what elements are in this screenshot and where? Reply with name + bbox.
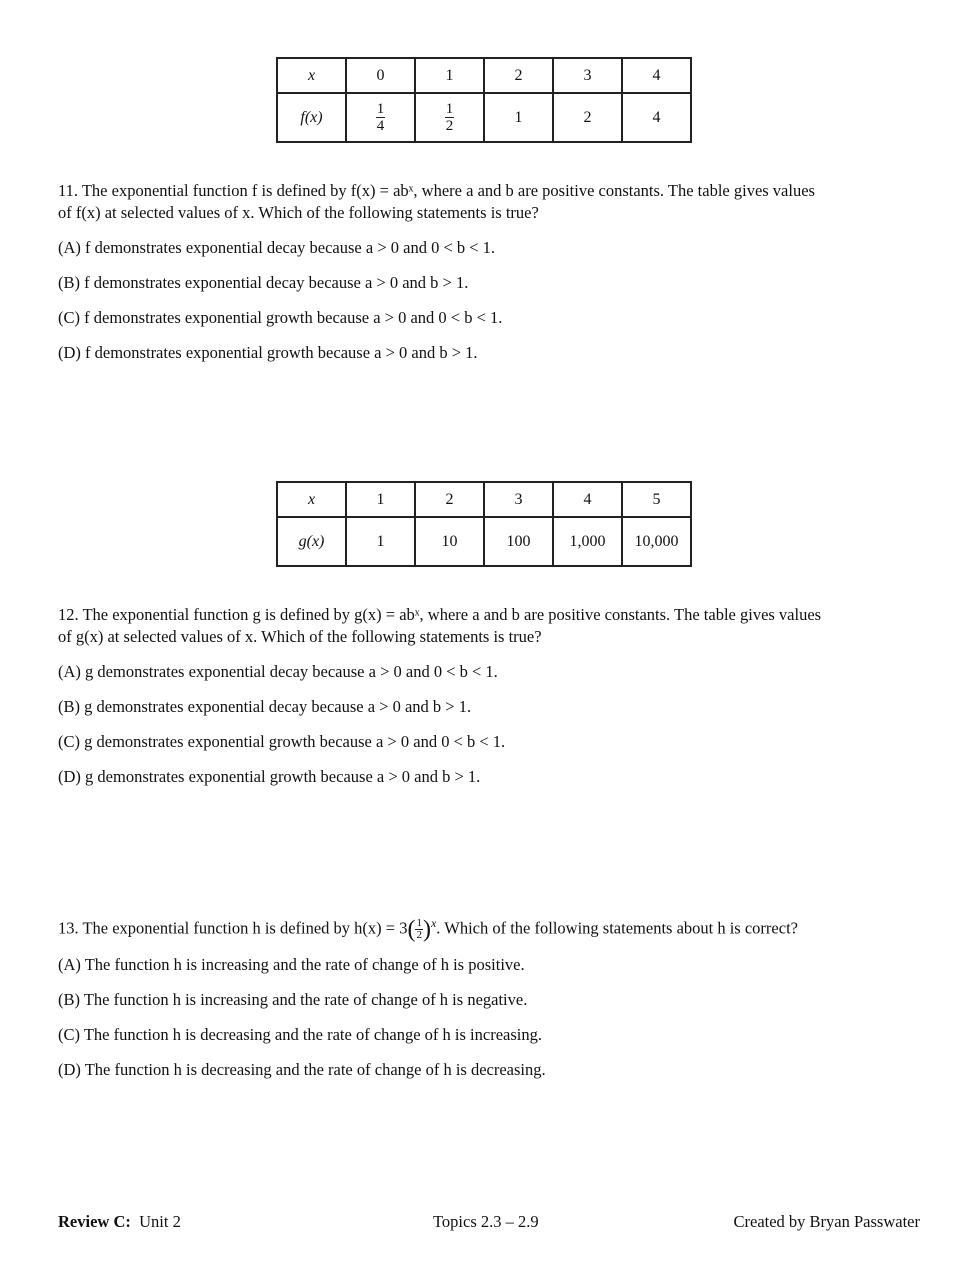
table-cell — [415, 93, 484, 142]
table-cell: g(x) — [277, 517, 346, 566]
q13-option-d[interactable]: (D) The function h is decreasing and the rate of change of h is decreasing. — [58, 1060, 546, 1079]
table-cell: x — [277, 482, 346, 517]
q13-option-c[interactable]: (C) The function h is decreasing and the rate of change of h is increasing. — [58, 1025, 542, 1044]
q12-option-a[interactable]: (A) g demonstrates exponential decay because a > 0 and 0 < b < 1. — [58, 662, 498, 681]
q12-option-d[interactable]: (D) g demonstrates exponential growth because a > 0 and b > 1. — [58, 767, 481, 786]
table-cell: x — [277, 58, 346, 93]
table-cell: 2 — [553, 93, 622, 142]
q13-option-a[interactable]: (A) The function h is increasing and the rate of change of h is positive. — [58, 955, 525, 974]
table-cell: 4 — [622, 93, 691, 142]
question-13-stem: 13. The exponential function h is defined by h(x) = 3( $\frac{1}{2}$ )$^x$. Which of the following statements about h is correct? — [58, 916, 798, 943]
q11-option-a[interactable]: (A) f demonstrates exponential decay because a > 0 and 0 < b < 1. — [58, 238, 496, 257]
table-cell — [346, 93, 415, 142]
table-cell: 2 — [415, 482, 484, 517]
table-cell: 1 — [415, 58, 484, 93]
table-cell: 3 — [484, 482, 553, 517]
footer-right: Created by Bryan Passwater — [733, 1212, 920, 1231]
q12-option-b[interactable]: (B) g demonstrates exponential decay because a > 0 and b > 1. — [58, 697, 472, 716]
question-12-stem: 12. The exponential function g is defined by g(x) = abˣ, where a and b are positive constants. The table gives values of g(x) at selected values of x. Which of the following statements is true? — [58, 605, 822, 646]
table-g — [276, 481, 692, 567]
table-cell: 1 — [346, 482, 415, 517]
table-cell: 1,000 — [553, 517, 622, 566]
table-cell: 10 — [415, 517, 484, 566]
q11-option-d[interactable]: (D) f demonstrates exponential growth because a > 0 and b > 1. — [58, 343, 478, 362]
table-cell: 4 — [622, 58, 691, 93]
question-11-stem: 11. The exponential function f is defined by f(x) = abˣ, where a and b are positive constants. The table gives values of f(x) at selected values of x. Which of the following statements is true? — [58, 181, 815, 222]
table-cell: 0 — [346, 58, 415, 93]
table-cell: 1 — [484, 93, 553, 142]
footer-center: Topics 2.3 – 2.9 — [433, 1212, 539, 1231]
q13-option-b[interactable]: (B) The function h is increasing and the rate of change of h is negative. — [58, 990, 528, 1009]
fraction: $\frac{1}{4}$ — [376, 101, 385, 134]
table-cell: 4 — [553, 482, 622, 517]
q11-option-c[interactable]: (C) f demonstrates exponential growth because a > 0 and 0 < b < 1. — [58, 308, 503, 327]
fraction: $\frac{1}{2}$ — [416, 917, 422, 942]
table-cell: 3 — [553, 58, 622, 93]
table-cell: f(x) — [277, 93, 346, 142]
q11-option-b[interactable]: (B) f demonstrates exponential decay because a > 0 and b > 1. — [58, 273, 469, 292]
footer-left: Review C: Unit 2 — [58, 1212, 181, 1231]
table-cell: 10,000 — [622, 517, 691, 566]
table-cell: 2 — [484, 58, 553, 93]
table-f — [276, 57, 692, 143]
q12-option-c[interactable]: (C) g demonstrates exponential growth because a > 0 and 0 < b < 1. — [58, 732, 506, 751]
fraction: $\frac{1}{2}$ — [445, 101, 454, 134]
table-cell: 100 — [484, 517, 553, 566]
table-cell: 5 — [622, 482, 691, 517]
table-cell: 1 — [346, 517, 415, 566]
